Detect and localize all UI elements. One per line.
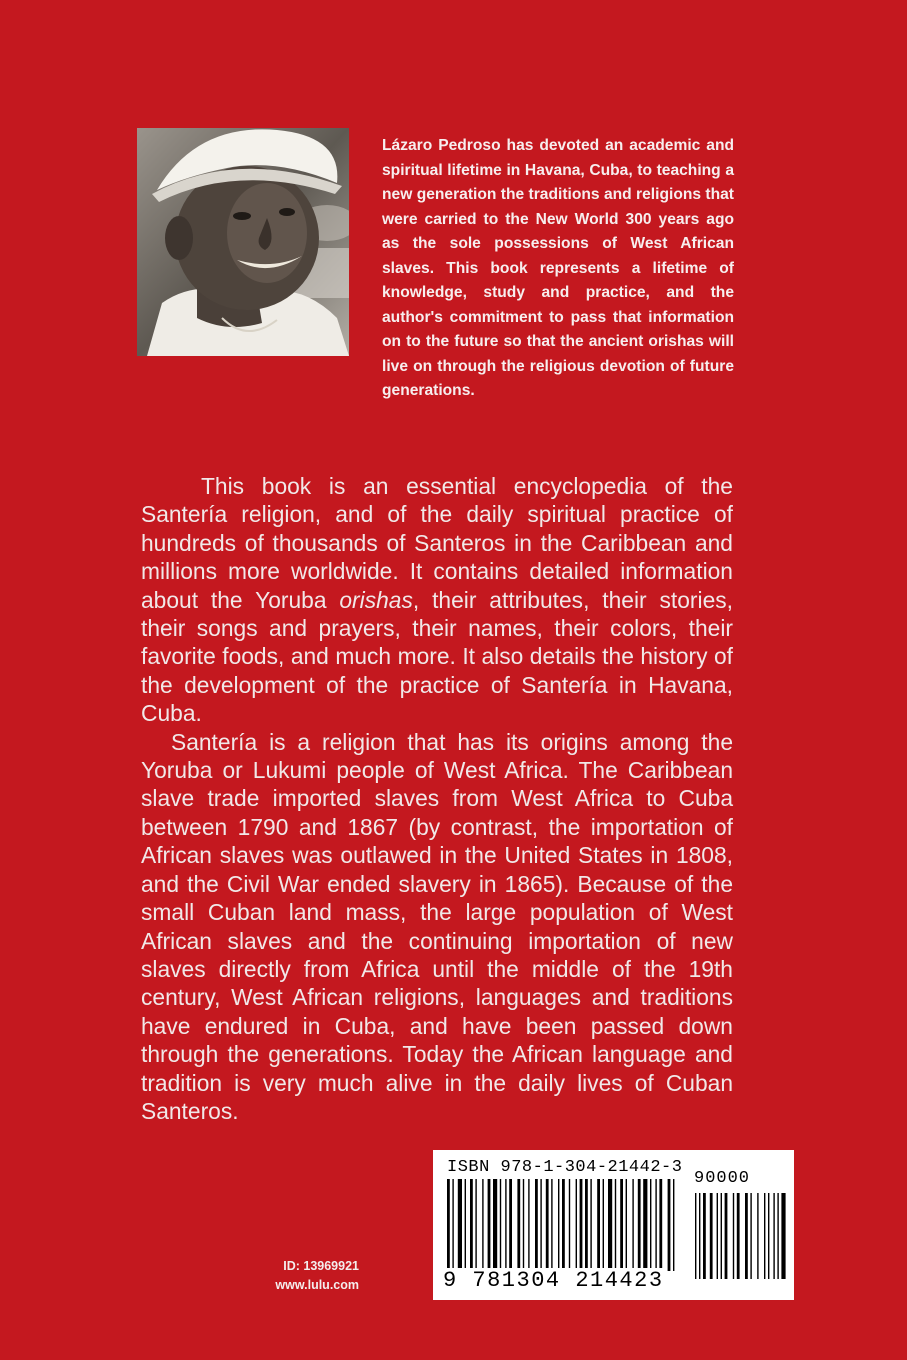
barcode-digits: 9 781304 214423 [443,1268,664,1293]
publisher-id: ID: 13969921 [283,1259,359,1273]
barcode-bars [443,1179,788,1279]
book-description [141,472,733,1125]
isbn-barcode [433,1150,794,1300]
description-paragraph-2: Santería is a religion that has its origins among the Yoruba or Lukumi people of West Africa. The Caribbean slave trade imported slaves from West Africa to Cuba between 1790 and 1867 (by contrast, the importation of African slaves was outlawed in the United States in 1808, and the Civil War ended slavery in 1865). Because of the small Cuban land mass, the large population of West African slaves and the continuing importation of new slaves directly from Africa until the middle of the 19th century, West African religions, languages and traditions have endured in Cuba, and have been passed down through the generations. Today the African language and tradition is very much alive in the daily lives of Cuban Santeros. [141,728,733,1124]
author-bio: Lázaro Pedroso has devoted an academic and spiritual lifetime in Havana, Cuba, to teaching a new generation the traditions and religions that were carried to the New World 300 years ago as the sole possessions of West African slaves. This book represents a lifetime of knowledge, study and practice, and the author's commitment to pass that information on to the future so that the ancient orishas will live on through the religious devotion of future generations. [382,137,734,399]
author-photo [137,128,349,356]
author-portrait-image [137,128,349,356]
publisher-website: www.lulu.com [275,1278,359,1292]
publisher-info [255,1257,359,1295]
price-code: 90000 [694,1169,751,1188]
description-paragraph-1 [141,472,733,728]
description-text: This book is an essential encyclopedia of the Santería religion, and of the daily spiritual practice of hundreds of thousands of Santeros in the Caribbean and millions more worldwide. It contains detailed information about the Yoruba [141,473,733,613]
isbn-number: ISBN 978-1-304-21442-3 [447,1158,683,1177]
orishas-italic-term: orishas [339,586,413,613]
description-text: , their attributes, their stories, their songs and prayers, their names, their colors, their favorite foods, and much more. It also details the history of the development of the practice of Santería in Havana, Cuba. [141,586,733,727]
